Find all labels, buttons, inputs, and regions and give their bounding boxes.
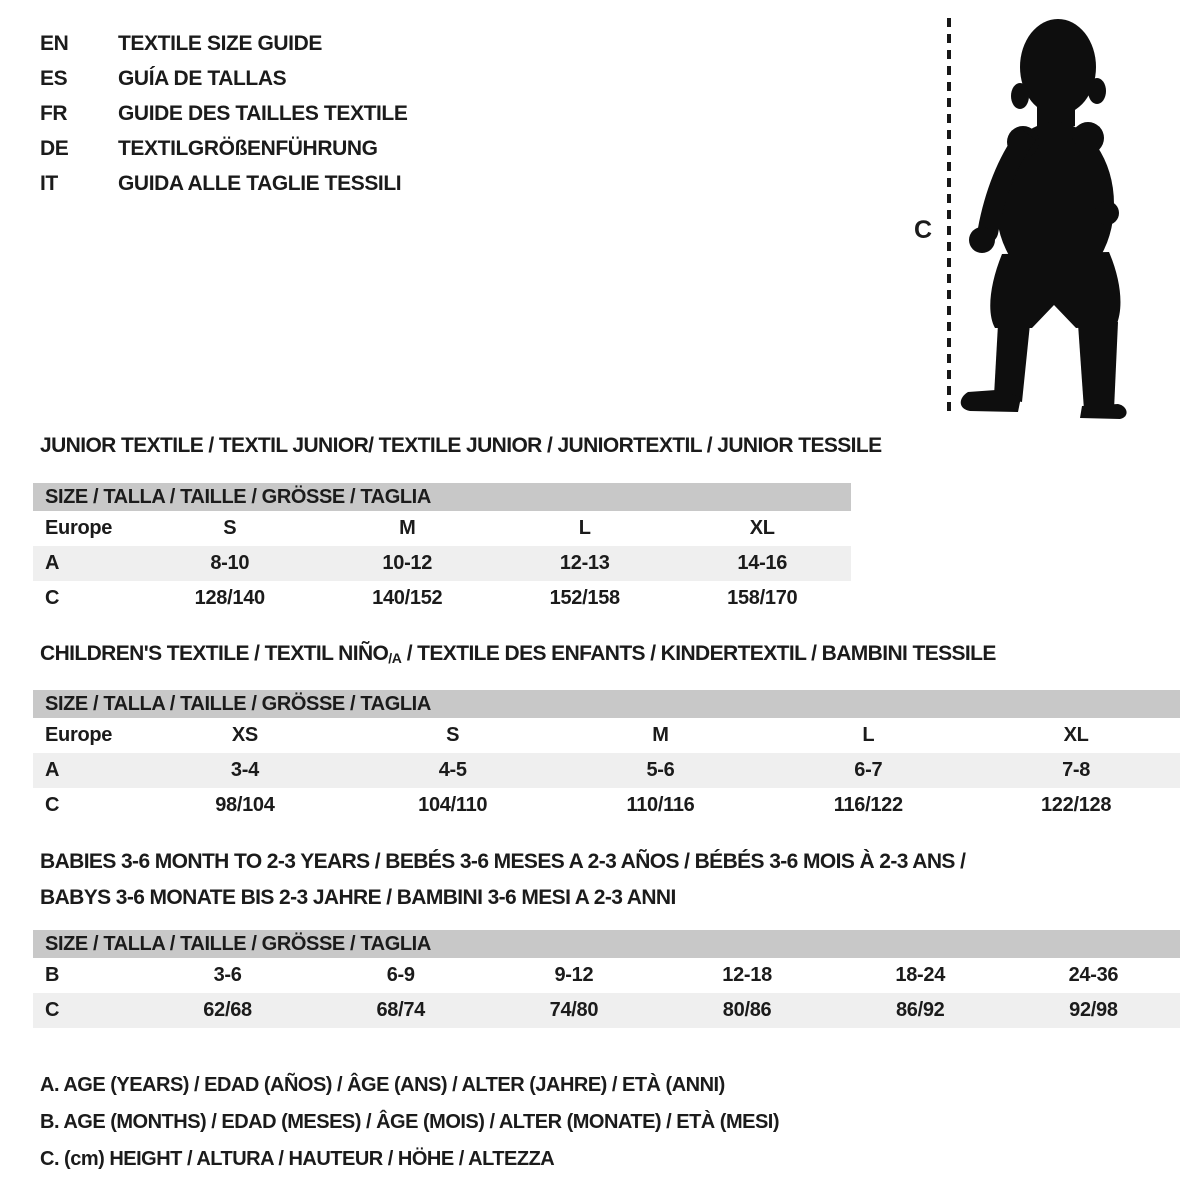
size-cell: XL [749,517,775,539]
height-cell: 128/140 [194,587,265,609]
age-cell: 8-10 [210,552,250,574]
row-label: C [45,999,60,1021]
height-dashed-line [947,18,951,415]
babies-height-row [33,993,1180,1028]
age-cell: 4-5 [438,759,467,781]
children-age-row [33,753,1180,788]
age-cell: 7-8 [1062,759,1091,781]
height-cell: 110/116 [626,794,695,816]
months-cell: 24-36 [1068,964,1119,986]
months-cell: 18-24 [895,964,946,986]
measure-legend [40,1067,779,1178]
language-code: FR [40,102,68,125]
children-title-post: / TEXTILE DES ENFANTS / KINDERTEXTIL / BAMBINI TESSILE [401,642,996,665]
height-cell: 116/122 [833,794,903,816]
legend-age-months: B. AGE (MONTHS) / EDAD (MESES) / ÂGE (MOIS) / ALTER (MONATE) / ETÀ (MESI) [40,1111,780,1133]
children-europe-row [33,718,1180,753]
legend-age-years: A. AGE (YEARS) / EDAD (AÑOS) / ÂGE (ANS) / ALTER (JAHRE) / ETÀ (ANNI) [40,1074,725,1096]
guide-title-es: GUÍA DE TALLAS [118,67,287,90]
language-code: ES [40,67,68,90]
row-label: Europe [45,517,113,539]
language-title-list [40,26,407,201]
months-cell: 3-6 [213,964,242,986]
junior-height-row [33,581,851,616]
row-label: C [45,794,60,816]
height-cell: 158/170 [727,587,798,609]
children-section-title [40,642,996,666]
language-code: IT [40,172,58,195]
size-cell: XS [231,724,258,746]
height-cell: 152/158 [549,587,620,609]
guide-title-fr: GUIDE DES TAILLES TEXTILE [118,102,408,125]
age-cell: 14-16 [737,552,788,574]
children-title-pre: CHILDREN'S TEXTILE / TEXTIL NIÑO [40,642,389,665]
babies-months-row [33,958,1180,993]
height-measure-label: C [914,216,933,244]
months-cell: 6-9 [386,964,415,986]
size-cell: XL [1063,724,1089,746]
size-header-band: SIZE / TALLA / TAILLE / GRÖSSE / TAGLIA [33,690,1180,718]
row-label: A [45,552,60,574]
height-cell: 62/68 [203,999,252,1021]
guide-title-en: TEXTILE SIZE GUIDE [118,32,322,55]
guide-title-de: TEXTILGRÖßENFÜHRUNG [118,137,378,160]
babies-section-title [40,844,965,916]
children-title-sub: /A [388,650,402,666]
height-cell: 98/104 [215,794,275,816]
age-cell: 6-7 [854,759,883,781]
months-cell: 9-12 [554,964,594,986]
language-row-it [40,166,407,201]
size-header-band: SIZE / TALLA / TAILLE / GRÖSSE / TAGLIA [33,930,1180,958]
age-cell: 12-13 [559,552,610,574]
language-row-es [40,61,407,96]
toddler-silhouette [958,14,1138,419]
language-row-en [40,26,407,61]
row-label: A [45,759,60,781]
height-cell: 104/110 [418,794,488,816]
months-cell: 12-18 [722,964,772,986]
height-cell: 68/74 [376,999,426,1021]
height-cell: 80/86 [722,999,772,1021]
babies-title-line2: BABYS 3-6 MONATE BIS 2-3 JAHRE / BAMBINI 3-6 MESI A 2-3 ANNI [40,886,676,909]
language-code: EN [40,32,69,55]
children-height-row [33,788,1180,823]
language-row-de [40,131,407,166]
guide-title-it: GUIDA ALLE TAGLIE TESSILI [118,172,402,195]
babies-title-line1: BABIES 3-6 MONTH TO 2-3 YEARS / BEBÉS 3-6 MESES A 2-3 AÑOS / BÉBÉS 3-6 MOIS À 2-3 ANS / [40,850,966,873]
height-cell: 86/92 [895,999,945,1021]
language-code: DE [40,137,69,160]
legend-height-cm: C. (cm) HEIGHT / ALTURA / HAUTEUR / HÖHE / ALTEZZA [40,1148,555,1170]
size-cell: M [652,724,669,746]
language-row-fr [40,96,407,131]
size-cell: M [399,517,416,539]
height-cell: 74/80 [549,999,599,1021]
junior-section-title: JUNIOR TEXTILE / TEXTIL JUNIOR/ TEXTILE JUNIOR / JUNIORTEXTIL / JUNIOR TESSILE [40,434,882,457]
height-cell: 122/128 [1040,794,1112,816]
size-cell: S [446,724,460,746]
age-cell: 5-6 [646,759,675,781]
height-cell: 140/152 [372,587,443,609]
junior-size-table [33,483,851,616]
age-cell: 3-4 [230,759,259,781]
junior-age-row [33,546,851,581]
babies-size-table [33,930,1180,1028]
row-label: B [45,964,60,986]
size-header-band: SIZE / TALLA / TAILLE / GRÖSSE / TAGLIA [33,483,851,511]
height-cell: 92/98 [1069,999,1118,1021]
size-cell: L [862,724,875,746]
age-cell: 10-12 [382,552,433,574]
junior-europe-row [33,511,851,546]
size-cell: S [223,517,237,539]
row-label: Europe [45,724,113,746]
size-cell: L [578,517,591,539]
row-label: C [45,587,60,609]
children-size-table [33,690,1180,823]
